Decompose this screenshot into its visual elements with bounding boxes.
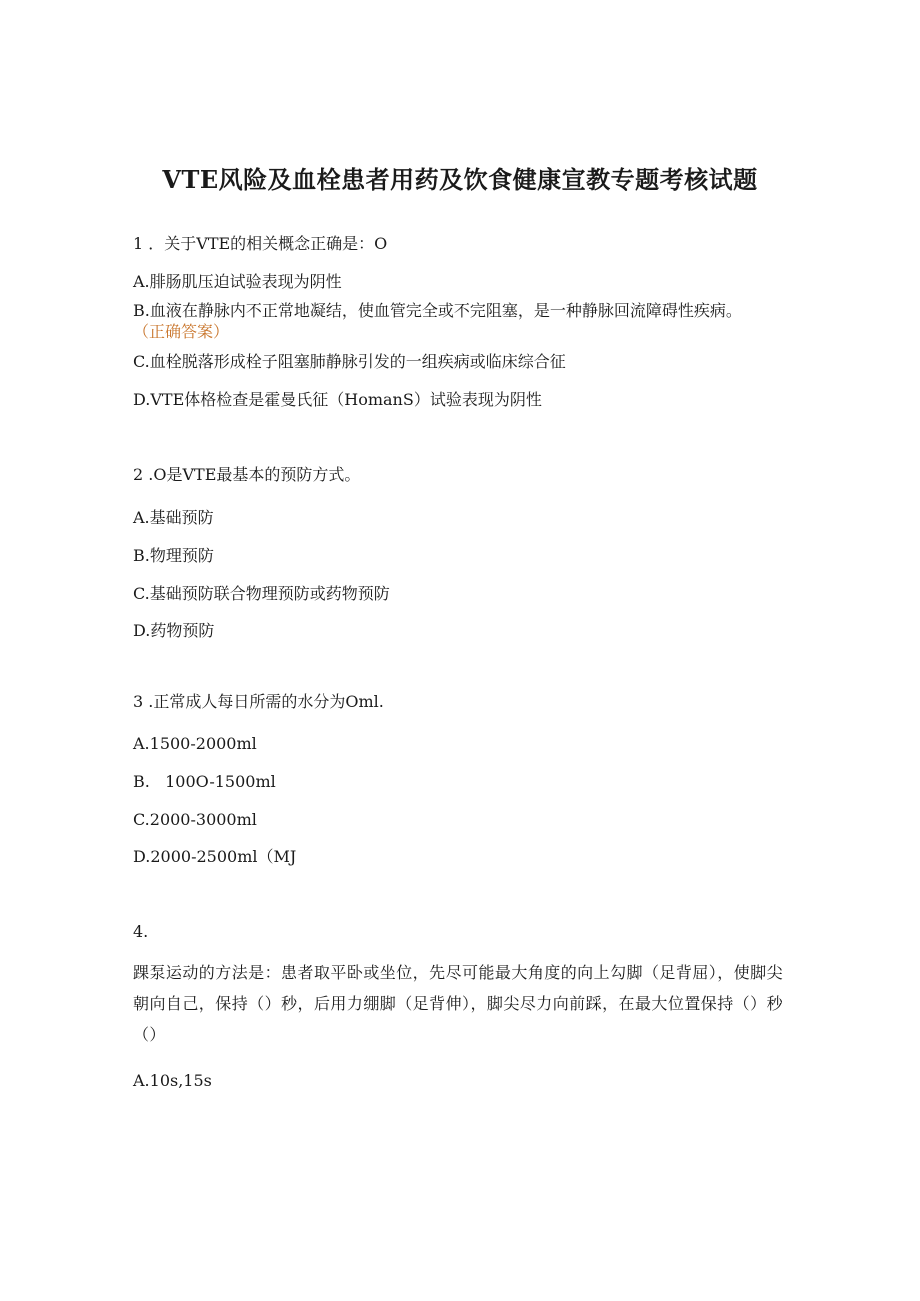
question-2-option-b: B.物理预防 <box>133 546 214 565</box>
question-2-stem: 2 .O是VTE最基本的预防方式。 <box>133 465 361 484</box>
question-4-number: 4. <box>133 922 149 941</box>
question-2-option-c: C.基础预防联合物理预防或药物预防 <box>133 584 390 603</box>
question-3-option-b: B. 100O-1500ml <box>133 772 276 791</box>
question-1-option-a: A.腓肠肌压迫试验表现为阴性 <box>133 272 342 291</box>
question-1-option-b: B.血液在静脉内不正常地凝结，使血管完全或不完阻塞，是一种静脉回流障碍性疾病。 <box>133 301 742 320</box>
question-3-option-d: D.2000-2500ml（MJ <box>133 847 297 866</box>
question-1-stem: 1 ．关于VTE的相关概念正确是：O <box>133 234 388 253</box>
correct-answer-mark: （正确答案） <box>133 322 230 341</box>
question-4-stem: 踝泵运动的方法是：患者取平卧或坐位，先尽可能最大角度的向上勾脚（足背屈），使脚尖朝向自己，保持（）秒，后用力绷脚（足背伸），脚尖尽力向前踩，在最大位置保持（）秒（） <box>133 963 783 1044</box>
question-4-option-a: A.10s,15s <box>133 1071 212 1090</box>
question-3-option-a: A.1500-2000ml <box>133 734 257 753</box>
question-3-option-c: C.2000-3000ml <box>133 810 257 829</box>
question-3-stem: 3 .正常成人每日所需的水分为Oml. <box>133 692 384 711</box>
question-1-option-d: D.VTE体格检查是霍曼氏征（HomanS）试验表现为阴性 <box>133 390 542 409</box>
question-2-option-d: D.药物预防 <box>133 621 215 640</box>
question-2-option-a: A.基础预防 <box>133 508 214 527</box>
question-1-option-c: C.血栓脱落形成栓子阻塞肺静脉引发的一组疾病或临床综合征 <box>133 352 566 371</box>
page-title: VTE风险及血栓患者用药及饮食健康宣教专题考核试题 <box>162 165 758 194</box>
